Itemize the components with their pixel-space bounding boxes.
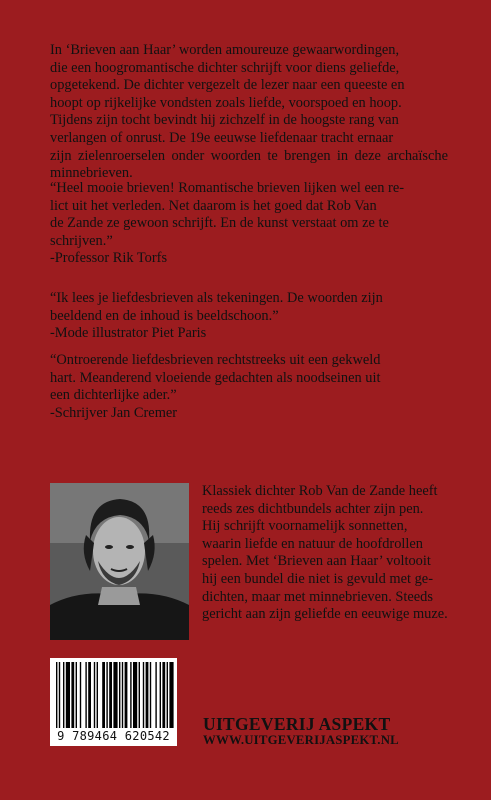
quote-line: hart. Meanderend vloeiende gedachten als noodseinen uit <box>50 369 381 386</box>
blurb-line: die een hoogromantische dichter schrijft voor diens geliefde, <box>50 59 400 76</box>
blurb-line: verlangen of onrust. De 19e eeuwse liefdenaar tracht ernaar <box>50 129 394 146</box>
quote-attribution: -Professor Rik Torfs <box>50 250 168 267</box>
quote-line: beeldend en de inhoud is beeldschoon.” <box>50 307 279 324</box>
barcode-bar <box>76 662 77 728</box>
review-quote-cremer <box>50 352 448 422</box>
barcode-bar <box>125 662 128 728</box>
barcode-bar <box>160 662 161 728</box>
isbn-barcode <box>50 658 177 746</box>
bio-line: waarin liefde en natuur de hoofdrollen <box>202 535 423 552</box>
barcode-bar <box>97 662 98 728</box>
quote-attribution: -Mode illustrator Piet Paris <box>50 325 207 342</box>
bio-line: Hij schrijft voornamelijk sonnetten, <box>202 518 408 535</box>
barcode-bar <box>56 662 57 728</box>
barcode-bar <box>59 662 60 728</box>
isbn-number: 9 789464 620542 <box>57 729 170 743</box>
publisher-website: WWW.UITGEVERIJASPEKT.NL <box>203 733 399 747</box>
bio-line: reeds zes dichtbundels achter zijn pen. <box>202 500 424 517</box>
quote-line: een dichterlijke ader.” <box>50 387 177 404</box>
author-bio <box>202 483 448 624</box>
barcode-bar <box>139 662 140 728</box>
review-quote-paris <box>50 290 448 343</box>
barcode-bar <box>119 662 120 728</box>
barcode-bar <box>122 662 123 728</box>
barcode-bar <box>71 662 74 728</box>
barcode-bar <box>66 662 70 728</box>
barcode-bar <box>94 662 95 728</box>
barcode-bar <box>63 662 64 728</box>
blurb-line: opgetekend. De dichter vergezelt de lezer naar een queeste en <box>50 77 405 94</box>
bio-line: spelen. Met ‘Brieven aan Haar’ voltooit <box>202 553 431 570</box>
barcode-bar <box>150 662 151 728</box>
barcode-bar <box>146 662 149 728</box>
barcode-bar <box>106 662 107 728</box>
quote-line: “Ontroerende liefdesbrieven rechtstreeks uit een gekweld <box>50 352 381 368</box>
bio-line: Klassiek dichter Rob Van de Zande heeft <box>202 483 438 499</box>
barcode-bar <box>113 662 117 728</box>
barcode-bar <box>130 662 131 728</box>
barcode-bar <box>169 662 173 728</box>
publisher-name: UITGEVERIJ ASPEKT <box>203 714 391 734</box>
blurb-line: zijn zielenroerselen onder woorden te brengen in deze archaïsche minnebrieven. <box>50 147 448 182</box>
bio-line: gericht aan zijn geliefde en eeuwige muze. <box>202 606 448 623</box>
bio-line: hij een bundel die niet is gevuld met ge- <box>202 570 433 587</box>
barcode-bar <box>88 662 91 728</box>
blurb-line: In ‘Brieven aan Haar’ worden amoureuze gewaarwordingen, <box>50 42 400 58</box>
barcode-bar <box>143 662 144 728</box>
barcode-bar <box>109 662 112 728</box>
barcode-bar <box>133 662 137 728</box>
barcode-bar <box>155 662 156 728</box>
review-quote-torfs <box>50 180 448 268</box>
barcode-bar <box>162 662 165 728</box>
barcode-bars <box>50 658 177 732</box>
book-blurb <box>50 42 448 183</box>
quote-line: lict uit het verleden. Net daarom is het goed dat Rob Van <box>50 197 377 214</box>
quote-line: “Heel mooie brieven! Romantische brieven lijken wel een re- <box>50 180 405 196</box>
barcode-bar <box>80 662 81 728</box>
author-photo <box>50 483 189 640</box>
barcode-bar <box>85 662 86 728</box>
bio-line: dichten, maar met minnebrieven. Steeds <box>202 588 433 605</box>
quote-line: schrijven.” <box>50 232 113 249</box>
quote-line: de Zande ze gewoon schrijft. En de kunst verstaat om ze te <box>50 215 389 232</box>
quote-attribution: -Schrijver Jan Cremer <box>50 404 178 421</box>
blurb-line: Tijdens zijn tocht bevindt hij zichzelf in de hoogste rang van <box>50 112 399 129</box>
quote-line: “Ik lees je liefdesbrieven als tekeningen. De woorden zijn <box>50 290 383 306</box>
blurb-line: hoopt op rijkelijke vondsten zoals liefde, voorspoed en hoop. <box>50 94 402 111</box>
barcode-bar <box>167 662 168 728</box>
barcode-bar <box>102 662 105 728</box>
